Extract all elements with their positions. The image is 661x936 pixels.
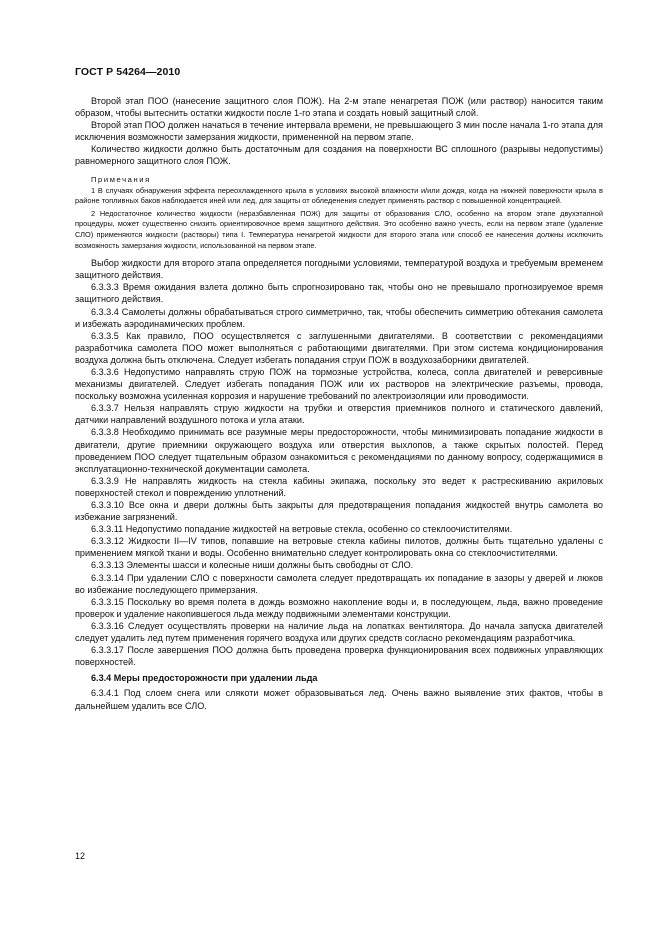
clause-6-3-3-12: 6.3.3.12 Жидкости II—IV типов, попавшие на ветровые стекла кабины пилотов, должны быть тщательно удалены с применением мягкой ткани и воды. Особенно внимательно следует контролировать окна со стеклоочистителями.	[75, 536, 603, 559]
document-header: ГОСТ Р 54264—2010	[75, 66, 181, 78]
clause-6-3-3-16: 6.3.3.16 Следует осуществлять проверки на наличие льда на лопатках вентилятора. До начала запуска двигателей следует удалить лед путем применения горячего воздуха или других средств согласно рекомендациям разработчика.	[75, 620, 603, 644]
clause-6-3-3-5: 6.3.3.5 Как правило, ПОО осуществляется с заглушенными двигателями. В соответствии с рекомендациями разработчика самолета ПОО может выполняться с работающими двигателями. При этом система кондиционирования воздуха должна быть отключена. Следует избегать попадания струи ПОЖ в воздухозаборники двигателей.	[75, 330, 603, 365]
document-body	[75, 95, 603, 712]
clause-6-3-3-15: 6.3.3.15 Поскольку во время полета в дождь возможно накопление воды и, в последующем, льда, важно проведение проверок и удаление накопившегося льда между подвижными элементами конструкции.	[75, 596, 603, 619]
clause-6-3-3-6: 6.3.3.6 Недопустимо направлять струю ПОЖ на тормозные устройства, колеса, сопла двигателей и реверсивные механизмы двигателей. Следует избегать попадания ПОЖ или их растворов на электрические разъемы, провода, поскольку возможна усиленная коррозия и нарушение требований по электроизоляции или проводимости.	[75, 366, 603, 402]
clause-6-3-3-17: 6.3.3.17 После завершения ПОО должна быть проведена проверка функционирования всех подвижных управляющих поверхностей.	[75, 645, 603, 668]
notes-title: Примечания	[91, 174, 151, 184]
clause-6-3-3-10: 6.3.3.10 Все окна и двери должны быть закрыты для предотвращения попадания жидкостей внутрь самолета во избежание загрязнений.	[75, 500, 603, 523]
note-item: 2 Недостаточное количество жидкости (неразбавленная ПОЖ) для защиты от образования СЛО, особенно на втором этапе двухэтапной процедуры, может существенно снизить ориентировочное время защитного действия. Это особенно важно учесть, если на первом этапе (удаление СЛО) применяются жидкости (растворы) типа I. Температура ненагретой жидкости для второго этапа или способ ее нанесения должны исключить возможность замерзания жидкости, использованной на первом этапе.	[75, 208, 603, 250]
clause-6-3-3-9: 6.3.3.9 Не направлять жидкость на стекла кабины экипажа, поскольку это ведет к растрескиванию акриловых поверхностей стекол и повреждению уплотнений.	[75, 475, 603, 498]
page-number: 12	[75, 851, 86, 861]
note-item: 1 В случаях обнаружения эффекта переохлажденного крыла в условиях высокой влажности и/или дождя, когда на нижней поверхности крыла в районе топливных баков наблюдается иней или лед, для защиты от обледенения следует применять раствор с повышенной концентрацией.	[75, 185, 603, 206]
paragraph: Количество жидкости должно быть достаточным для создания на поверхности ВС сплошного (разрывы недопустимы) равномерного защитного слоя ПОЖ.	[75, 144, 603, 167]
clause-6-3-3-7: 6.3.3.7 Нельзя направлять струю жидкости на трубки и отверстия приемников полного и статического давлений, датчики направлений воздушного потока и угла атаки.	[75, 403, 603, 426]
clause-6-3-3-3: 6.3.3.3 Время ожидания взлета должно быть спрогнозировано так, чтобы оно не превышало прогнозируемое время защитного действия.	[75, 282, 603, 305]
clause-6-3-3-13: 6.3.3.13 Элементы шасси и колесные ниши должны быть свободны от СЛО.	[91, 560, 414, 571]
clause-6-3-3-11: 6.3.3.11 Недопустимо попадание жидкостей на ветровые стекла, особенно со стеклоочистителями.	[91, 524, 513, 535]
paragraph: Выбор жидкости для второго этапа определяется погодными условиями, температурой воздуха и требуемым временем защитного действия.	[75, 258, 603, 281]
clause-6-3-4-1: 6.3.4.1 Под слоем снега или слякоти может образовываться лед. Очень важно выявление этих фактов, чтобы в дальнейшем удалить все СЛО.	[75, 688, 603, 711]
paragraph: Второй этап ПОО (нанесение защитного слоя ПОЖ). На 2-м этапе ненагретая ПОЖ (или раствор) наносится таким образом, чтобы вытеснить остатки жидкости после 1-го этапа и создать новый защитный слой.	[75, 96, 603, 119]
clause-6-3-3-14: 6.3.3.14 При удалении СЛО с поверхности самолета следует предотвращать их попадание в зазоры у дверей и люков во избежание последующего примерзания.	[75, 572, 603, 595]
clause-6-3-3-8: 6.3.3.8 Необходимо принимать все разумные меры предосторожности, чтобы минимизировать попадание жидкости в двигатели, другие приемники окружающего воздуха или отверстия выхлопов, а также скрытых полостей. Перед проведением ПОО следует тщательным образом ознакомиться с рекомендациями по данному вопросу, содержащимися в эксплуатационно-технической документации самолета.	[75, 427, 603, 474]
section-heading: 6.3.4 Меры предосторожности при удалении льда	[91, 673, 318, 684]
notes-block	[75, 174, 603, 252]
paragraph: Второй этап ПОО должен начаться в течение интервала времени, не превышающего 3 мин после начала 1-го этапа для исключения возможности замерзания жидкости, примененной на первом этапе.	[75, 120, 603, 143]
clause-6-3-3-4: 6.3.3.4 Самолеты должны обрабатываться строго симметрично, так, чтобы обеспечить симметрию обтекания самолета и избежать аэродинамических проблем.	[75, 306, 603, 329]
